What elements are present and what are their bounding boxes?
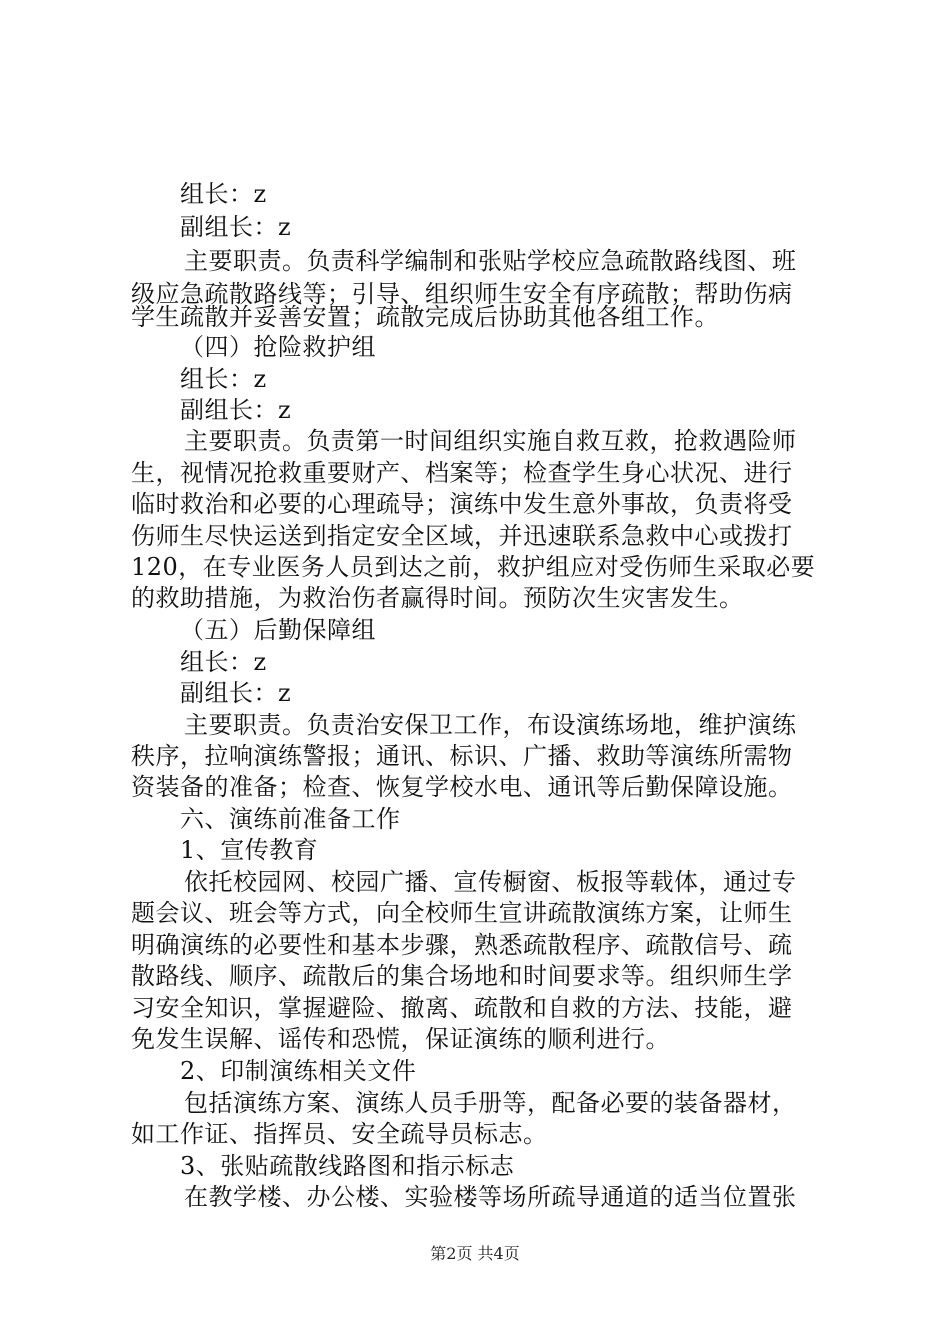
text-line: 在教学楼、办公楼、实验楼等场所疏导通道的适当位置张 (184, 1183, 797, 1211)
text-line: 组长：z (180, 648, 267, 676)
text-line: 免发生误解、谣传和恐慌，保证演练的顺利进行。 (131, 1025, 670, 1053)
subsection-heading: 2、印制演练相关文件 (180, 1057, 417, 1085)
text-line: 如工作证、指挥员、安全疏导员标志。 (131, 1120, 548, 1148)
section-heading: 六、演练前准备工作 (180, 805, 401, 833)
subsection-heading: 1、宣传教育 (180, 836, 319, 864)
subsection-heading: 3、张贴疏散线路图和指示标志 (180, 1152, 515, 1180)
text-line: 级应急疏散路线等；引导、组织师生安全有序疏散；帮助伤病 (131, 280, 793, 308)
text-line: 包括演练方案、演练人员手册等，配备必要的装备器材， (184, 1089, 797, 1117)
section-heading: （四）抢险救护组 (180, 333, 376, 361)
text-line: 主要职责。负责治安保卫工作，布设演练场地，维护演练 (184, 711, 797, 739)
text-line: 秩序，拉响演练警报；通讯、标识、广播、救助等演练所需物 (131, 742, 793, 770)
text-line: 散路线、顺序、疏散后的集合场地和时间要求等。组织师生学 (131, 962, 793, 990)
text-line: 主要职责。负责科学编制和张贴学校应急疏散路线图、班 (184, 247, 797, 275)
text-line: 伤师生尽快运送到指定安全区域，并迅速联系急救中心或拨打 (131, 522, 793, 550)
text-line: 资装备的准备；检查、恢复学校水电、通讯等后勤保障设施。 (131, 773, 793, 801)
text-line: 副组长：z (180, 213, 292, 241)
text-line: 120，在专业医务人员到达之前，救护组应对受伤师生采取必要 (131, 553, 816, 581)
text-line: 生，视情况抢救重要财产、档案等；检查学生身心状况、进行 (131, 459, 793, 487)
text-line: 主要职责。负责第一时间组织实施自救互救，抢救遇险师 (184, 427, 797, 455)
text-line: 临时救治和必要的心理疏导；演练中发生意外事故，负责将受 (131, 490, 793, 518)
text-line: 副组长：z (180, 396, 292, 424)
text-line: 组长：z (180, 365, 267, 393)
page-number-footer: 第2页 共4页 (430, 1244, 520, 1263)
text-line: 依托校园网、校园广播、宣传橱窗、板报等载体，通过专 (184, 868, 797, 896)
text-line: 明确演练的必要性和基本步骤，熟悉疏散程序、疏散信号、疏 (131, 931, 793, 959)
text-line: 学生疏散并妥善安置；疏散完成后协助其他各组工作。 (131, 303, 719, 331)
text-line: 副组长：z (180, 679, 292, 707)
text-line: 习安全知识，掌握避险、撤离、疏散和自救的方法、技能，避 (131, 994, 793, 1022)
text-line: 的救助措施，为救治伤者赢得时间。预防次生灾害发生。 (131, 584, 744, 612)
section-heading: （五）后勤保障组 (180, 616, 376, 644)
text-line: 组长：z (180, 180, 267, 208)
text-line: 题会议、班会等方式，向全校师生宣讲疏散演练方案，让师生 (131, 899, 793, 927)
